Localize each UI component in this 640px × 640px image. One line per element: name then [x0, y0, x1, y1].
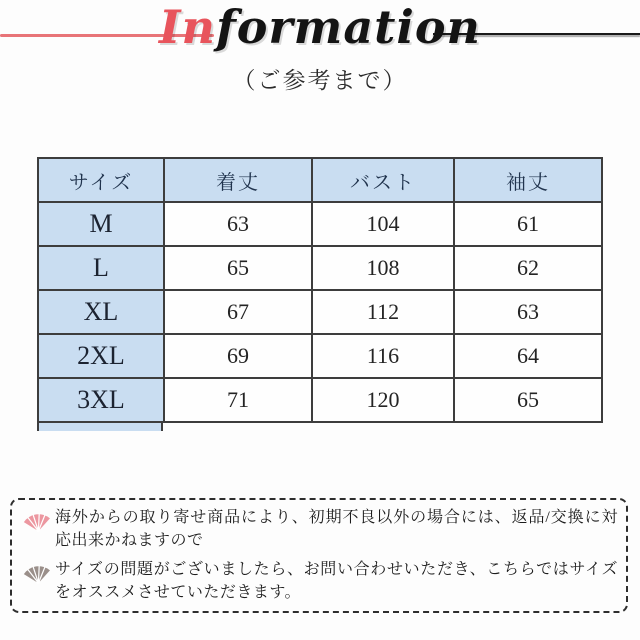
size-table-column-header: 着丈	[164, 158, 312, 202]
page-subtitle: （ご参考まで）	[232, 68, 408, 93]
measurement-cell: 65	[164, 246, 312, 290]
notes-box	[10, 498, 628, 613]
size-table-section	[37, 157, 601, 431]
note-item	[22, 559, 618, 604]
size-table-row	[38, 378, 602, 422]
measurement-cell: 67	[164, 290, 312, 334]
measurement-cell: 65	[454, 378, 602, 422]
size-label-cell: XL	[38, 290, 164, 334]
page-title-rest: formation	[215, 0, 481, 54]
note-item	[22, 507, 618, 552]
measurement-cell: 62	[454, 246, 602, 290]
note-text: サイズの問題がございましたら、お問い合わせいただき、こちらではサイズをオススメさせていただきます。	[55, 561, 618, 602]
size-table-column-header: バスト	[312, 158, 454, 202]
size-table-body	[38, 202, 602, 422]
note-text: 海外からの取り寄せ商品により、初期不良以外の場合には、返品/交換に対応出来かねますので	[55, 509, 618, 549]
size-table-row	[38, 246, 602, 290]
page-title	[0, 2, 640, 53]
table-cropped-row-sliver	[37, 423, 163, 431]
size-label-cell: M	[38, 202, 164, 246]
measurement-cell: 104	[312, 202, 454, 246]
size-table	[37, 157, 603, 423]
page-title-accent: In	[158, 0, 216, 54]
measurement-cell: 64	[454, 334, 602, 378]
measurement-cell: 108	[312, 246, 454, 290]
measurement-cell: 116	[312, 334, 454, 378]
size-table-header-row	[38, 158, 602, 202]
size-table-column-header: 袖丈	[454, 158, 602, 202]
folding-fan-icon	[20, 558, 53, 588]
measurement-cell: 71	[164, 378, 312, 422]
size-label-cell: 3XL	[38, 378, 164, 422]
measurement-cell: 63	[164, 202, 312, 246]
size-label-cell: L	[38, 246, 164, 290]
measurement-cell: 69	[164, 334, 312, 378]
size-table-row	[38, 334, 602, 378]
measurement-cell: 112	[312, 290, 454, 334]
measurement-cell: 61	[454, 202, 602, 246]
measurement-cell: 63	[454, 290, 602, 334]
size-label-cell: 2XL	[38, 334, 164, 378]
folding-fan-icon	[20, 506, 53, 536]
measurement-cell: 120	[312, 378, 454, 422]
size-table-row	[38, 202, 602, 246]
size-table-row	[38, 290, 602, 334]
size-table-column-header: サイズ	[38, 158, 164, 202]
